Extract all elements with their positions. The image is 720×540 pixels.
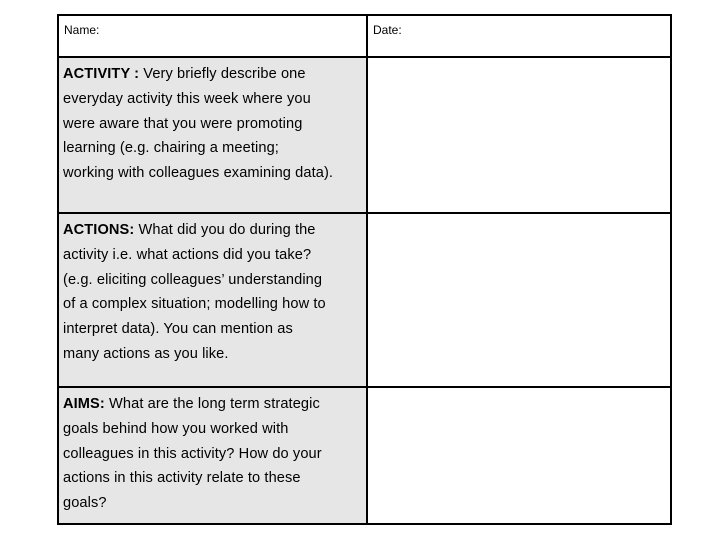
name-field[interactable] — [59, 16, 368, 58]
prompt-line: actions in this activity relate to these — [63, 470, 301, 487]
activity-heading: ACTIVITY : — [63, 66, 140, 82]
prompt-line: What did you do during the — [134, 222, 316, 238]
reflection-form-table — [57, 14, 672, 525]
date-field[interactable] — [368, 16, 670, 58]
aims-heading: AIMS: — [63, 396, 105, 412]
prompt-line: interpret data). You can mention as — [63, 321, 293, 338]
prompt-line: (e.g. eliciting colleagues’ understanding — [63, 271, 323, 288]
prompt-line: goals behind how you worked with — [63, 420, 289, 437]
prompt-line: Very briefly describe one — [139, 66, 306, 82]
date-label: Date: — [373, 23, 402, 37]
prompt-line: everyday activity this week where you — [63, 90, 311, 107]
actions-heading: ACTIONS: — [63, 222, 135, 238]
prompt-line: of a complex situation; modelling how to — [63, 296, 326, 313]
name-label: Name: — [64, 23, 100, 37]
prompt-line: What are the long term strategic — [104, 396, 320, 412]
activity-prompt — [59, 58, 368, 214]
prompt-line: were aware that you were promoting — [63, 115, 303, 132]
prompt-line: working with colleagues examining data). — [63, 165, 334, 182]
prompt-line: goals? — [63, 495, 107, 512]
prompt-line: learning (e.g. chairing a meeting; — [63, 140, 279, 157]
activity-answer-cell[interactable] — [368, 58, 670, 214]
actions-prompt — [59, 214, 368, 388]
aims-answer-cell[interactable] — [368, 388, 670, 523]
actions-answer-cell[interactable] — [368, 214, 670, 388]
prompt-line: activity i.e. what actions did you take? — [63, 246, 312, 263]
prompt-line: many actions as you like. — [63, 345, 229, 362]
aims-prompt — [59, 388, 368, 523]
prompt-line: colleagues in this activity? How do your — [63, 445, 322, 462]
